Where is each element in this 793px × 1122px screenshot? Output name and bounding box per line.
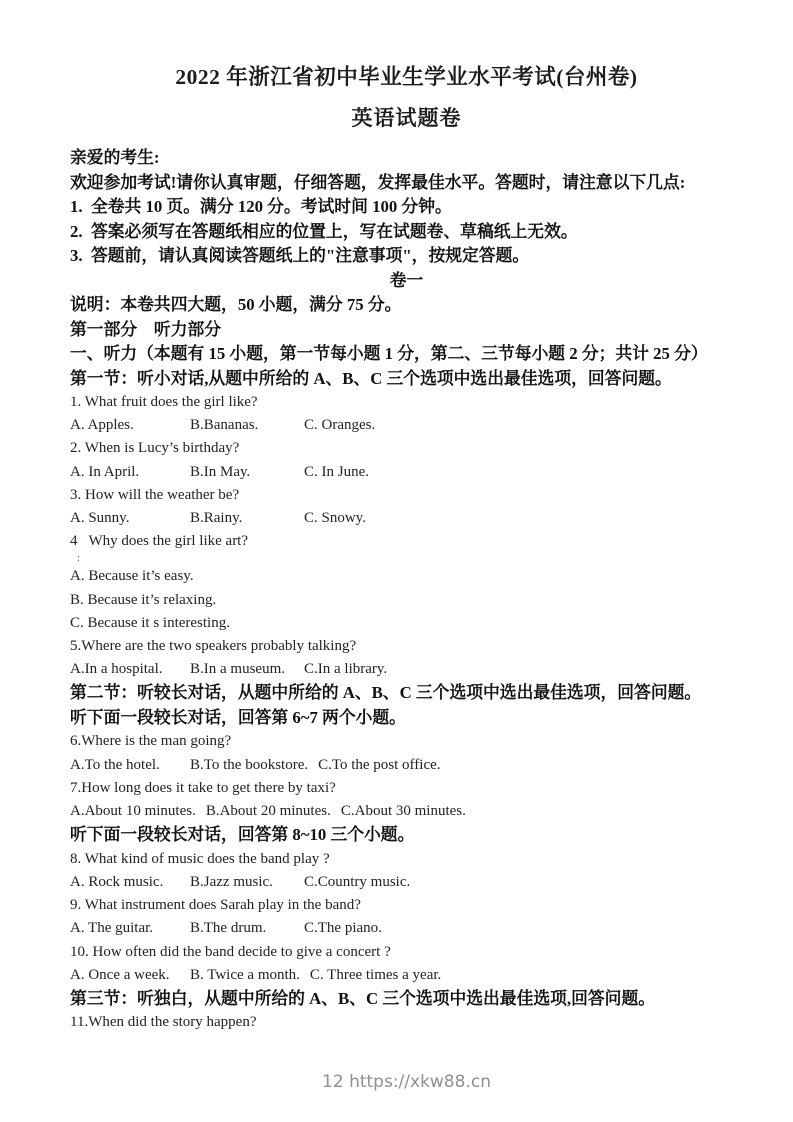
question-4: 4 Why does the girl like art? (70, 533, 249, 550)
stray-mark: : (77, 553, 80, 565)
volume-heading: 卷一 (389, 270, 424, 290)
options-1 (70, 414, 743, 437)
listening-heading: 一、听力（本题有 15 小题，第一节每小题 1 分，第二、三节每小题 2 分；共计 25 分） (70, 344, 708, 363)
question-6: 6.Where is the man going? (70, 733, 232, 750)
option: B. Twice a month. (190, 966, 300, 983)
option: C.Country music. (304, 873, 411, 890)
notice-rule-3: 3. 答题前，请认真阅读答题纸上的"注意事项"，按规定答题。 (70, 246, 530, 265)
option: A. The guitar. (70, 920, 154, 937)
options-9 (70, 917, 743, 940)
section1-instruction: 第一节：听小对话,从题中所给的 A、B、C 三个选项中选出最佳选项，回答问题。 (70, 368, 672, 388)
option: A. Sunny. (70, 510, 130, 527)
paper-title: 英语试题卷 (351, 106, 462, 130)
question-11: 11.When did the story happen? (70, 1014, 257, 1031)
dialog1-instruction: 听下面一段较长对话，回答第 6~7 两个小题。 (70, 707, 406, 727)
option: B.Bananas. (190, 417, 259, 434)
question-3: 3. How will the weather be? (70, 486, 240, 503)
option: A.To the hotel. (70, 756, 160, 773)
notice-rule-1: 1. 全卷共 10 页。满分 120 分。考试时间 100 分钟。 (70, 197, 452, 216)
option: C.About 30 minutes. (340, 803, 466, 820)
salutation: 亲爱的考生: (70, 148, 160, 167)
section2-instruction: 第二节：听较长对话，从题中所给的 A、B、C 三个选项中选出最佳选项，回答问题。 (70, 683, 702, 703)
option: A. Once a week. (70, 966, 170, 983)
options-5 (70, 658, 743, 681)
option: C. In June. (304, 463, 369, 480)
option: C. Snowy. (304, 510, 366, 527)
option: B.In May. (190, 463, 251, 480)
welcome-line: 欢迎参加考试!请你认真审题，仔细答题，发挥最佳水平。答题时，请注意以下几点: (70, 172, 686, 192)
question-5: 5.Where are the two speakers probably talking? (70, 638, 357, 655)
page-footer: 12 https://xkw88.cn (322, 1071, 491, 1092)
exam-title: 2022 年浙江省初中毕业生学业水平考试(台州卷) (175, 65, 638, 89)
document-body (70, 62, 743, 1035)
options-3 (70, 507, 743, 530)
option: B.Rainy. (190, 510, 243, 527)
question-1: 1. What fruit does the girl like? (70, 394, 258, 410)
notice-rule-2: 2. 答案必须写在答题纸相应的位置上，写在试题卷、草稿纸上无效。 (70, 221, 578, 241)
option: A. Rock music. (70, 873, 164, 890)
option: B.Jazz music. (190, 873, 273, 890)
options-2 (70, 461, 743, 484)
question-10: 10. How often did the band decide to give a concert ? (70, 943, 391, 960)
dialog2-instruction: 听下面一段较长对话，回答第 8~10 三个小题。 (70, 825, 415, 845)
options-7 (70, 800, 743, 823)
option: B.About 20 minutes. (205, 803, 331, 820)
part1-heading: 第一部分 听力部分 (70, 319, 222, 339)
option: A.About 10 minutes. (70, 803, 196, 820)
option: C. Three times a year. (309, 966, 442, 983)
question-4-option-c: C. Because it s interesting. (70, 614, 230, 631)
option: C. Oranges. (304, 417, 376, 434)
options-10 (70, 964, 743, 987)
option: B.In a museum. (190, 661, 285, 678)
option: B.To the bookstore. (190, 756, 309, 773)
question-4-option-b: B. Because it’s relaxing. (70, 591, 217, 608)
question-8: 8. What kind of music does the band play ? (70, 850, 330, 867)
option: A.In a hospital. (70, 661, 163, 678)
options-6 (70, 754, 743, 777)
option: B.The drum. (190, 920, 267, 937)
question-7: 7.How long does it take to get there by taxi? (70, 779, 336, 796)
option: A. In April. (70, 463, 140, 480)
option: C.To the post office. (318, 756, 441, 773)
option: C.The piano. (304, 920, 382, 937)
option: A. Apples. (70, 417, 134, 434)
section3-instruction: 第三节：听独白，从题中所给的 A、B、C 三个选项中选出最佳选项,回答问题。 (70, 988, 656, 1008)
question-9: 9. What instrument does Sarah play in the band? (70, 897, 361, 914)
question-2: 2. When is Lucy’s birthday? (70, 440, 240, 457)
question-4-option-a: A. Because it’s easy. (70, 568, 194, 585)
options-8 (70, 871, 743, 894)
volume-description: 说明：本卷共四大题，50 小题，满分 75 分。 (70, 295, 402, 314)
option: C.In a library. (304, 661, 388, 678)
